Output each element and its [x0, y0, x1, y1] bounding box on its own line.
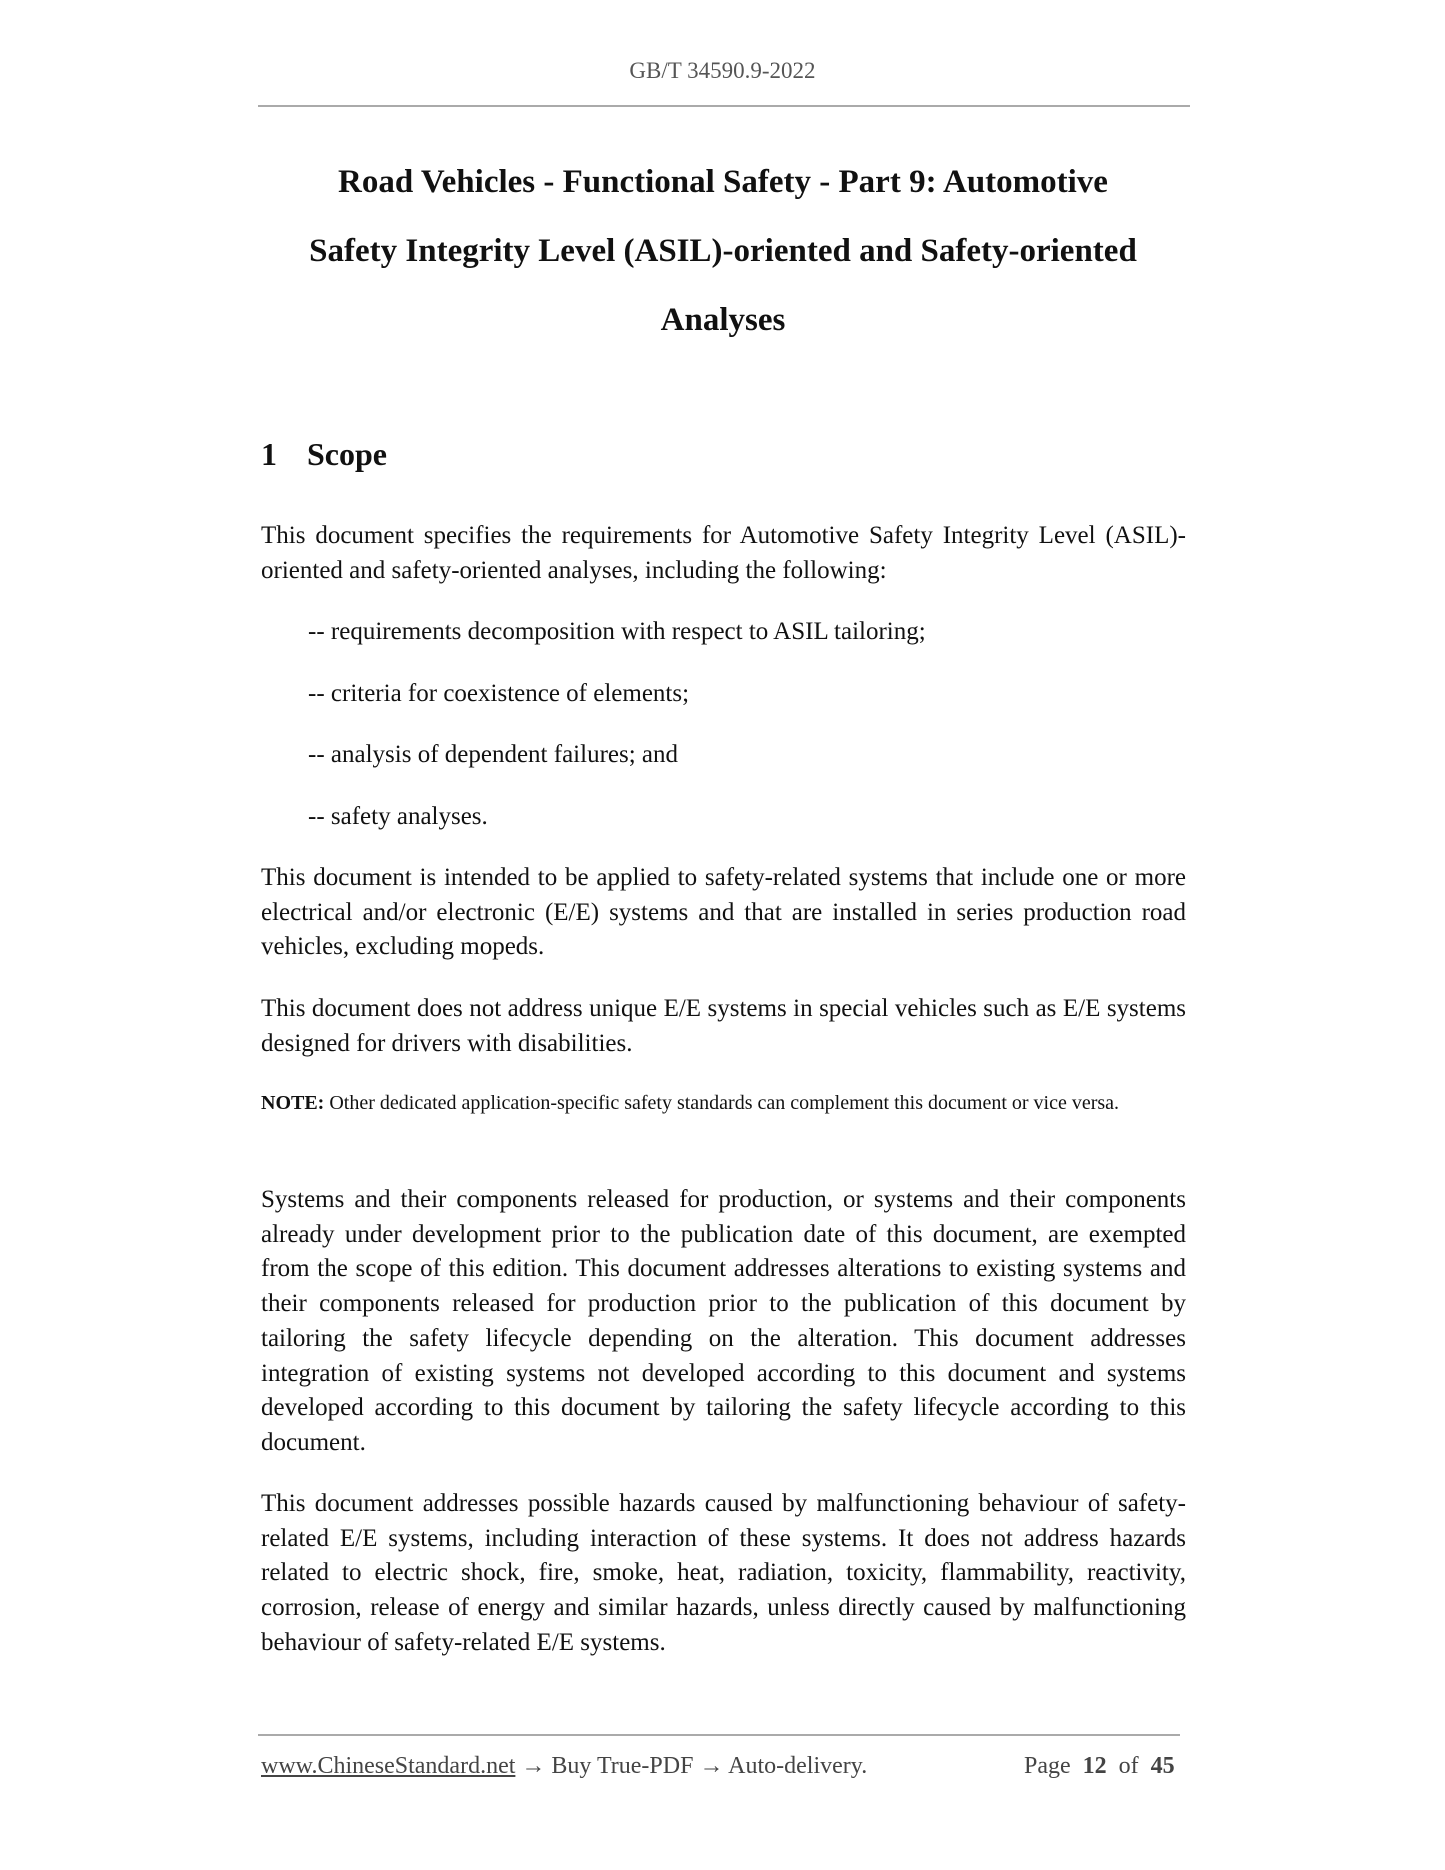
footer-divider — [258, 1734, 1180, 1736]
page-number: 12 — [1082, 1753, 1107, 1779]
paragraph: Systems and their components released for production, or systems and their components already under development prior to the publication date of this document, are exempted from the scope of this edition. This document addresses alterations to existing systems and their components released for production prior to the publication of this document by tailoring the safety lifecycle depending on the alteration. This document addresses integration of existing systems not developed according to this document and systems developed according to this document by tailoring the safety lifecycle according to this document. — [261, 1186, 1186, 1456]
title-line: Analyses — [660, 302, 786, 338]
paragraph: This document is intended to be applied to safety-related systems that include one or more electrical and/or electronic (E/E) systems and that are installed in series production road vehicles, excluding mopeds. — [261, 864, 1186, 961]
total-pages: 45 — [1150, 1753, 1175, 1779]
title-line: Road Vehicles - Functional Safety - Part 9: Automotive — [338, 164, 1108, 200]
delivery-text: Auto-delivery. — [728, 1753, 868, 1779]
arrow-icon: → — [699, 1753, 724, 1779]
page-label: Page — [1024, 1753, 1071, 1779]
section-number: 1 — [261, 436, 277, 472]
section-title: Scope — [307, 436, 387, 472]
paragraph: This document addresses possible hazards caused by malfunctioning behaviour of safety-related E/E systems, including interaction of these systems. It does not address hazards related to electric shock, fire, smoke, heat, radiation, toxicity, flammability, reactivity, corrosion, release of energy and similar hazards, unless directly caused by malfunctioning behaviour of safety-related E/E systems. — [261, 1490, 1186, 1656]
list-item: -- requirements decomposition with respect to ASIL tailoring; — [308, 618, 926, 645]
website-link[interactable]: www.ChineseStandard.net — [261, 1753, 516, 1779]
note — [261, 1086, 1186, 1121]
of-label: of — [1118, 1753, 1139, 1779]
note-label: NOTE: — [261, 1092, 325, 1114]
buy-text: Buy True-PDF — [551, 1753, 694, 1779]
arrow-icon: → — [521, 1753, 546, 1779]
document-id-header: GB/T 34590.9-2022 — [629, 58, 816, 83]
document-title — [260, 148, 1186, 355]
title-line: Safety Integrity Level (ASIL)-oriented and Safety-oriented — [309, 233, 1137, 269]
header-divider — [258, 105, 1190, 107]
list-item: -- criteria for coexistence of elements; — [308, 680, 690, 707]
note-text: Other dedicated application-specific safety standards can complement this document or vice versa. — [329, 1092, 1120, 1114]
paragraph: This document specifies the requirements for Automotive Safety Integrity Level (ASIL)-oriented and safety-oriented analyses, including the following: — [261, 522, 1186, 584]
list-item: -- safety analyses. — [308, 803, 488, 830]
page-indicator — [1024, 1753, 1175, 1780]
list-item: -- analysis of dependent failures; and — [308, 741, 679, 768]
paragraph: This document does not address unique E/E systems in special vehicles such as E/E systems designed for drivers with disabilities. — [261, 995, 1186, 1057]
section-heading — [261, 436, 387, 473]
footer-promo — [261, 1753, 867, 1780]
